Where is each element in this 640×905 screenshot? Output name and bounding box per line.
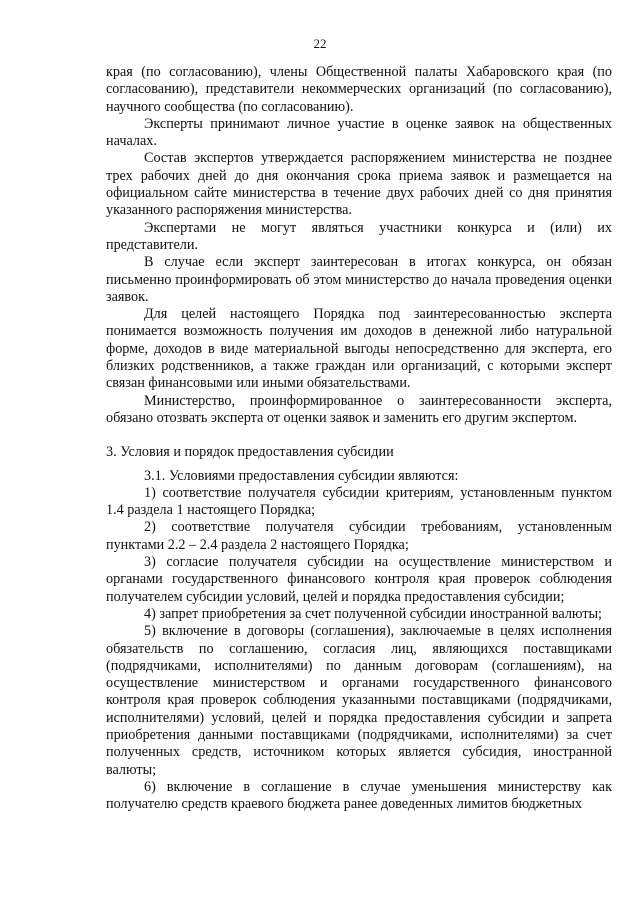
section-heading: 3. Условия и порядок предоставления субсидии xyxy=(106,444,394,461)
list-item: 3) согласие получателя субсидии на осуществление министерством и органами государственного финансового контроля края проверок соблюдения получателем субсидии условий, целей и порядка предоставления субсидии; xyxy=(106,554,612,605)
paragraph: Для целей настоящего Порядка под заинтересованностью эксперта понимается возможность получения им доходов в денежной либо натуральной форме, доходов в виде материальной выгоды непосредственно для эксперта, его близких родственников, а также граждан или организаций, с которыми эксперт связан финансовыми или иными обязательствами. xyxy=(106,306,612,392)
paragraph: Эксперты принимают личное участие в оценке заявок на общественных началах. xyxy=(106,115,612,150)
list-item: 5) включение в договоры (соглашения), заключаемые в целях исполнения обязательств по соглашению, согласия лиц, являющихся поставщиками (подрядчиками, исполнителями) по данным договорам (соглашениям), на осуществление министерством и органами государственного финансового контроля края проверок соблюдения указанными поставщиками (подрядчиками, исполнителями) условий, целей и порядка предоставления субсидии и запрета приобретения данными поставщиками (подрядчиками, исполнителями) за счет полученных средств, источником которых является субсидия, иностранной валюты; xyxy=(106,623,612,778)
paragraph: Министерство, проинформированное о заинтересованности эксперта, обязано отозвать эксперта от оценки заявок и заменить его другим экспертом. xyxy=(106,392,612,426)
document-body xyxy=(106,64,612,813)
list-item: 2) соответствие получателя субсидии требованиям, установленным пунктами 2.2 – 2.4 раздела 2 настоящего Порядка; xyxy=(106,519,612,553)
list-item: 4) запрет приобретения за счет полученной субсидии иностранной валюты; xyxy=(144,605,602,622)
subsection-heading: 3.1. Условиями предоставления субсидии являются: xyxy=(144,467,459,484)
paragraph: Экспертами не могут являться участники конкурса и (или) их представители. xyxy=(106,219,612,253)
list-item: 1) соответствие получателя субсидии критериям, установленным пунктом 1.4 раздела 1 настоящего Порядка; xyxy=(106,484,612,519)
page-number: 22 xyxy=(313,36,327,51)
paragraph: края (по согласованию), члены Общественной палаты Хабаровского края (по согласованию), представители некоммерческих организаций (по согласованию), научного сообщества (по согласованию). xyxy=(106,64,612,115)
paragraph: Состав экспертов утверждается распоряжением министерства не позднее трех рабочих дней до дня окончания срока приема заявок и размещается на официальном сайте министерства в течение двух рабочих дней со дня принятия указанного распоряжения министерства. xyxy=(106,150,612,219)
paragraph: В случае если эксперт заинтересован в итогах конкурса, он обязан письменно проинформировать об этом министерство до начала проведения оценки заявок. xyxy=(106,254,612,305)
list-item: 6) включение в соглашение в случае уменьшения министерству как получателю средств краевого бюджета ранее доведенных лимитов бюджетных xyxy=(106,778,612,813)
